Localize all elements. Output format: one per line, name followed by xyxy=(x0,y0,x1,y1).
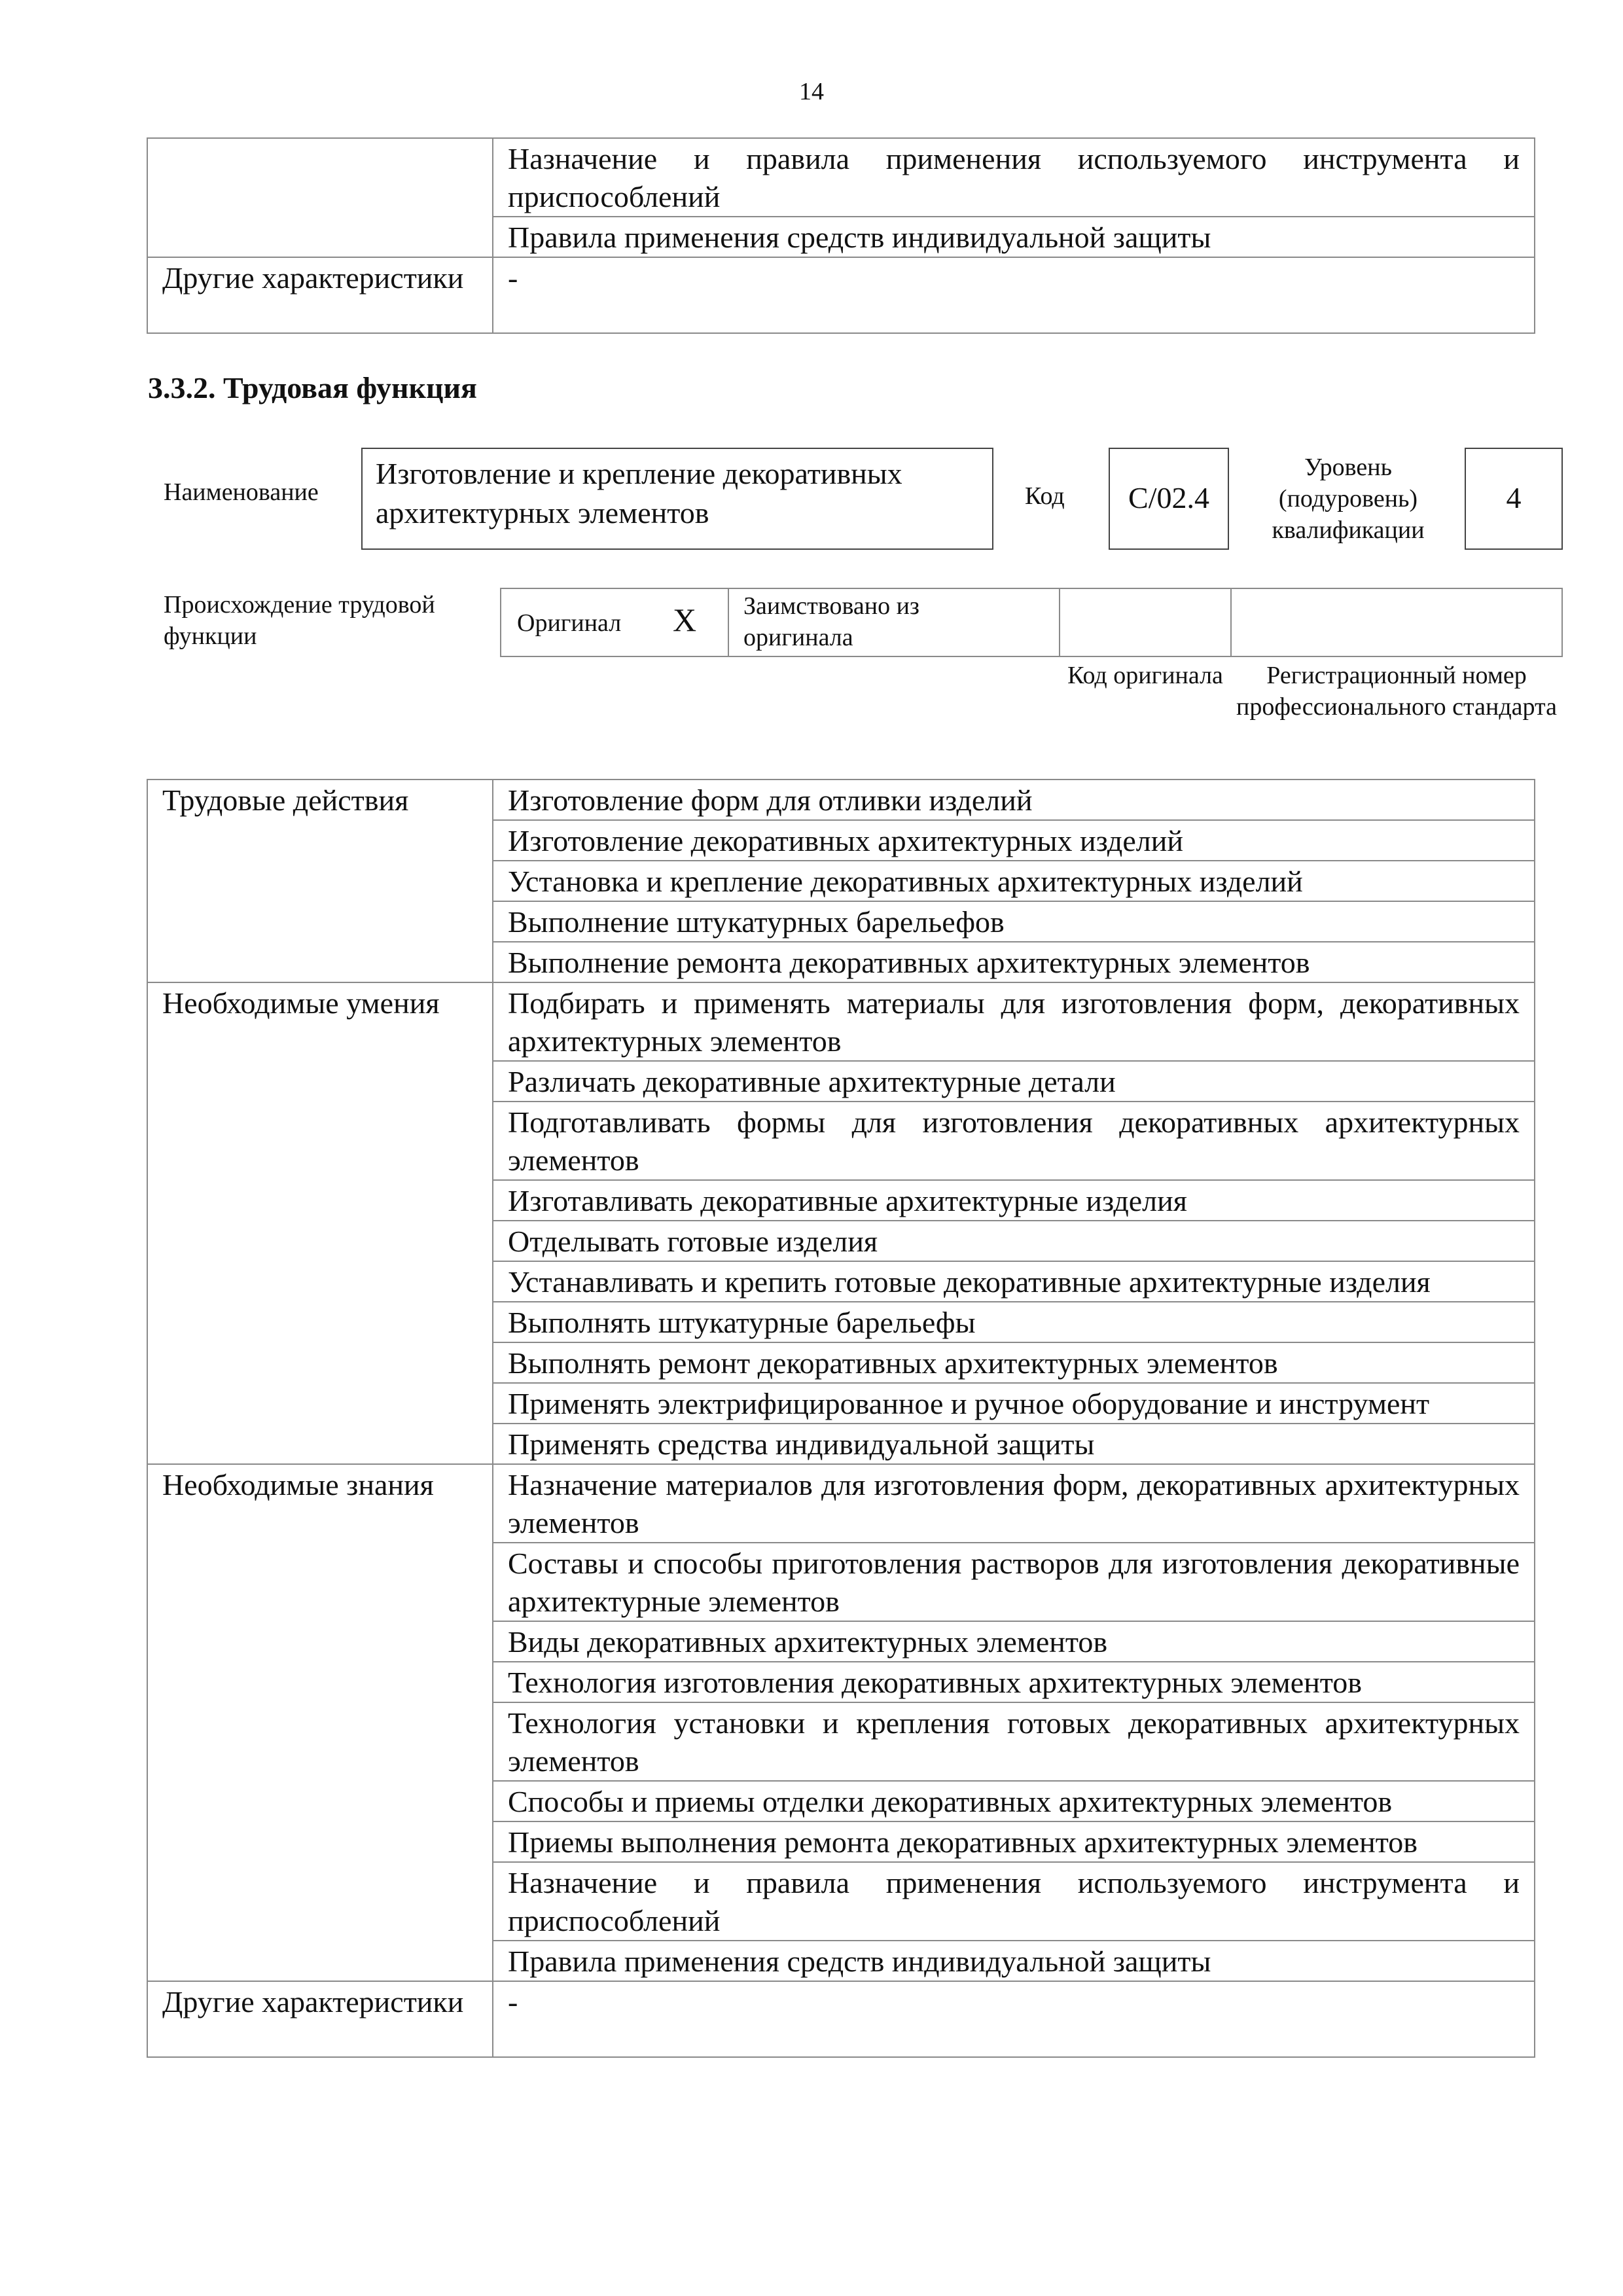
table-row xyxy=(147,138,1535,217)
code-caption: Код оригинала xyxy=(1067,662,1223,689)
group-label-cell: Трудовые действия xyxy=(147,780,493,982)
table-cell: Правила применения средств индивидуальной защиты xyxy=(493,217,1535,257)
table-cell: Составы и способы приготовления растворов для изготовления декоративные архитектурные элементов xyxy=(493,1543,1535,1621)
table-cell: Назначение и правила применения используемого инструмента и приспособлений xyxy=(493,138,1535,217)
table-cell: Выполнять штукатурные барельефы xyxy=(493,1302,1535,1342)
table-cell: Изготовление декоративных архитектурных изделий xyxy=(493,820,1535,861)
original-cell xyxy=(500,588,729,657)
name-label: Наименование xyxy=(164,478,319,506)
table-cell: Виды декоративных архитектурных элементов xyxy=(493,1621,1535,1662)
table-row xyxy=(147,1981,1535,2057)
top-table xyxy=(147,137,1535,334)
table-cell: Приемы выполнения ремонта декоративных архитектурных элементов xyxy=(493,1821,1535,1862)
code-box: C/02.4 xyxy=(1109,448,1229,550)
table-cell: Технология установки и крепления готовых декоративных архитектурных элементов xyxy=(493,1702,1535,1781)
table-cell: - xyxy=(493,1981,1535,2057)
table-cell: Подбирать и применять материалы для изготовления форм, декоративных архитектурных элементов xyxy=(493,982,1535,1061)
table-cell: Выполнение штукатурных барельефов xyxy=(493,901,1535,942)
table-row xyxy=(147,780,1535,820)
table-cell: Устанавливать и крепить готовые декоративные архитектурные изделия xyxy=(493,1261,1535,1302)
original-code-cell xyxy=(1059,588,1232,657)
table-cell: Правила применения средств индивидуальной защиты xyxy=(493,1941,1535,1981)
table-cell: Назначение материалов для изготовления форм, декоративных архитектурных элементов xyxy=(493,1464,1535,1543)
page-number: 14 xyxy=(799,78,824,105)
table-label-cell: Другие характеристики xyxy=(147,257,493,333)
table-cell: Применять средства индивидуальной защиты xyxy=(493,1424,1535,1464)
table-cell: Назначение и правила применения используемого инструмента и приспособлений xyxy=(493,1862,1535,1941)
table-row xyxy=(147,257,1535,333)
registration-number-cell xyxy=(1230,588,1563,657)
table-cell: Способы и приемы отделки декоративных архитектурных элементов xyxy=(493,1781,1535,1821)
table-row xyxy=(147,1464,1535,1543)
section-heading: 3.3.2. Трудовая функция xyxy=(148,371,477,404)
original-mark: X xyxy=(673,601,697,638)
table-cell: - xyxy=(493,257,1535,333)
borrowed-label: Заимствовано из оригинала xyxy=(743,592,919,651)
origin-label: Происхождение трудовой функции xyxy=(164,591,435,650)
code-label: Код xyxy=(1025,482,1065,510)
main-table xyxy=(147,779,1535,2058)
table-cell: Отделывать готовые изделия xyxy=(493,1221,1535,1261)
function-name-box: Изготовление и крепление декоративных архитектурных элементов xyxy=(361,448,993,550)
table-cell: Выполнение ремонта декоративных архитектурных элементов xyxy=(493,942,1535,982)
level-box: 4 xyxy=(1465,448,1563,550)
original-label: Оригинал xyxy=(517,609,622,637)
level-label: Уровень (подуровень) квалификации xyxy=(1272,454,1425,544)
group-label-cell: Необходимые знания xyxy=(147,1464,493,1981)
table-cell: Выполнять ремонт декоративных архитектурных элементов xyxy=(493,1342,1535,1383)
table-label-cell xyxy=(147,138,493,257)
group-label-cell: Необходимые умения xyxy=(147,982,493,1464)
table-cell: Изготавливать декоративные архитектурные изделия xyxy=(493,1180,1535,1221)
table-row xyxy=(147,982,1535,1061)
table-cell: Применять электрифицированное и ручное оборудование и инструмент xyxy=(493,1383,1535,1424)
group-label-cell: Другие характеристики xyxy=(147,1981,493,2057)
table-cell: Подготавливать формы для изготовления декоративных архитектурных элементов xyxy=(493,1102,1535,1180)
registration-caption: Регистрационный номер профессионального стандарта xyxy=(1236,662,1557,721)
table-cell: Изготовление форм для отливки изделий xyxy=(493,780,1535,820)
table-cell: Технология изготовления декоративных архитектурных элементов xyxy=(493,1662,1535,1702)
borrowed-cell xyxy=(728,588,1060,657)
table-cell: Различать декоративные архитектурные детали xyxy=(493,1061,1535,1102)
table-cell: Установка и крепление декоративных архитектурных изделий xyxy=(493,861,1535,901)
